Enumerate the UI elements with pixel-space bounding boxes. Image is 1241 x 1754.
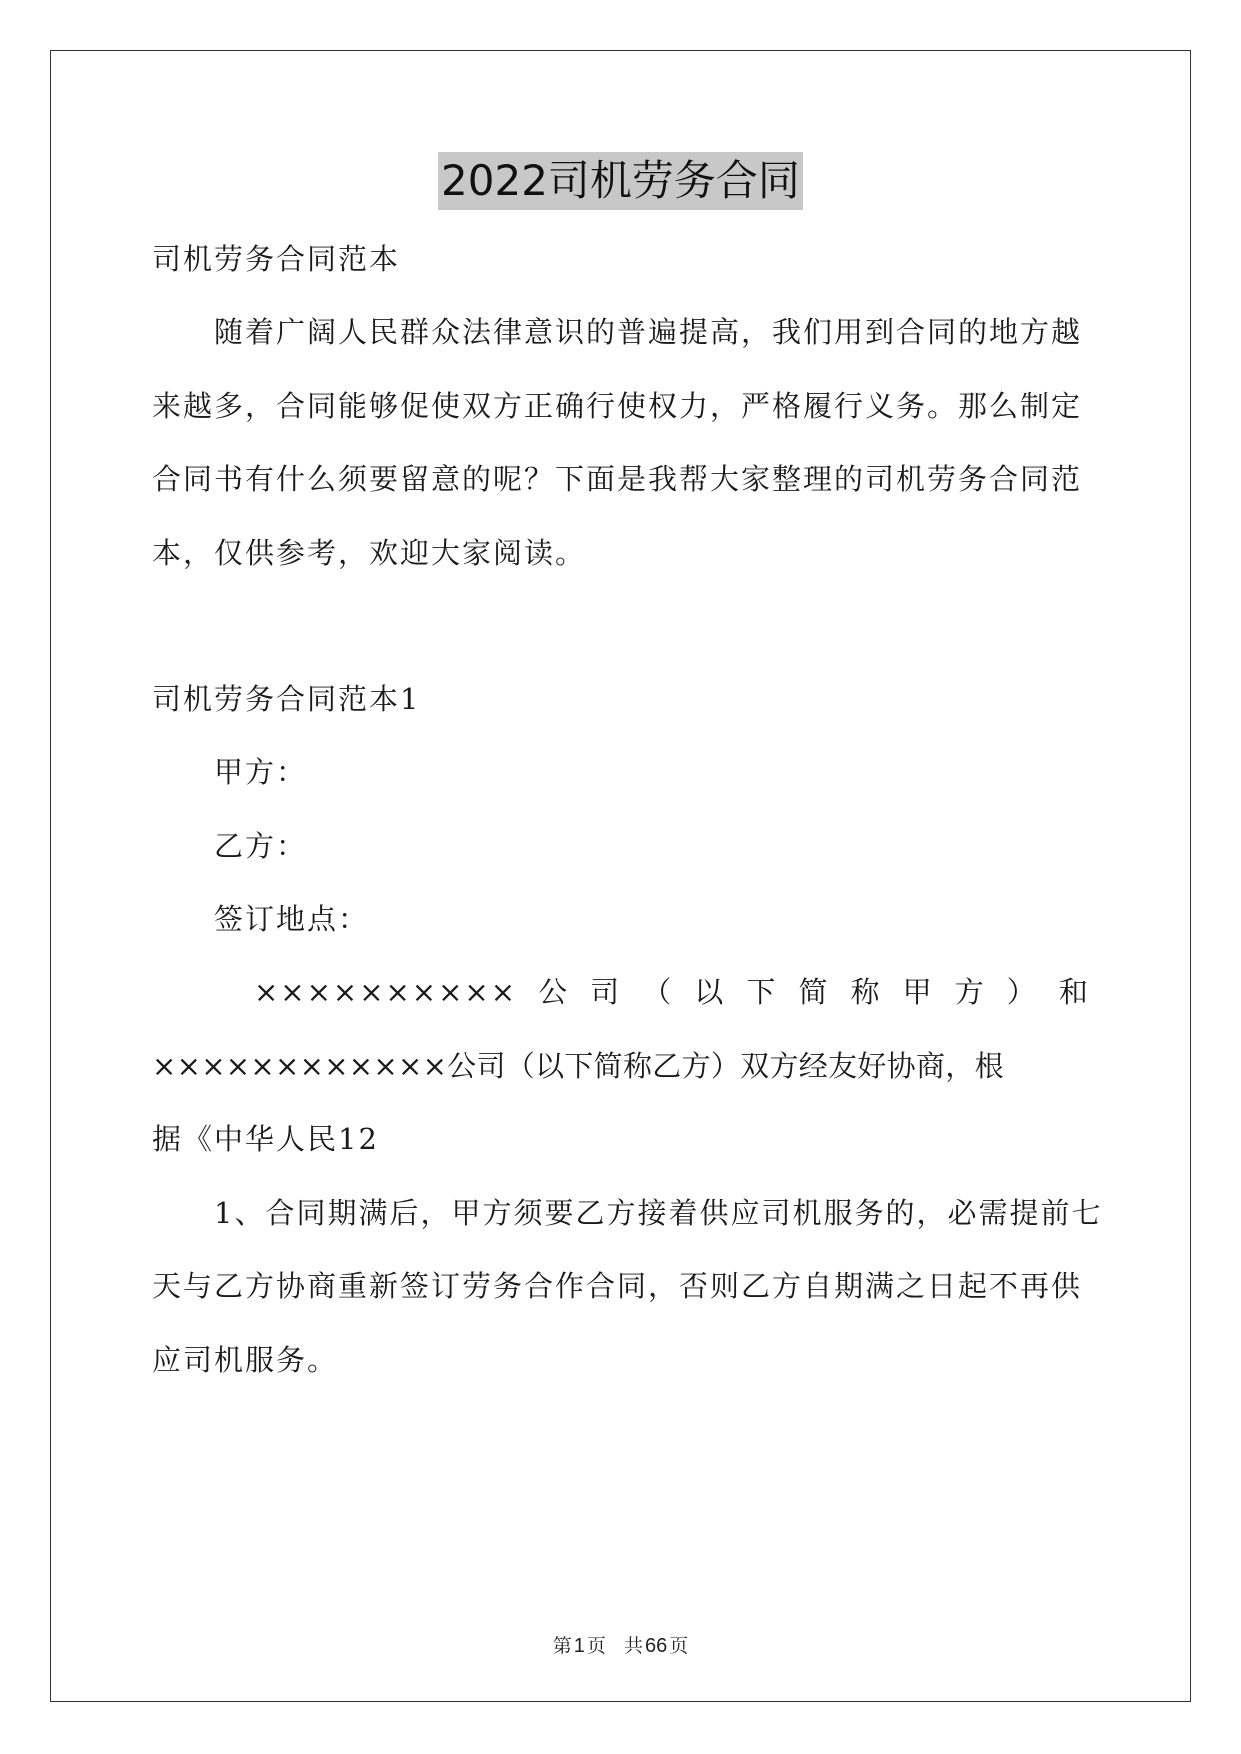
signing-place-line: 签订地点：: [152, 902, 370, 936]
paragraph-line: ××××××××××××公司（以下简称乙方）双方经友好协商，根: [152, 1049, 1004, 1083]
line-fragment: ××××××××××: [254, 975, 517, 1009]
page-border: [50, 50, 1191, 1702]
line-fragment: 称: [850, 975, 882, 1009]
paragraph-line: 据《中华人民12: [152, 1122, 379, 1156]
paragraph-line: 来越多，合同能够促使双方正确行使权力，严格履行义务。那么制定: [152, 389, 1083, 423]
title-wrap: [0, 152, 1241, 210]
party-b-line: 乙方：: [152, 829, 308, 863]
line-fragment: 甲: [902, 975, 934, 1009]
footer-total-unit: 页: [669, 1635, 689, 1657]
footer-page-prefix: 第: [552, 1635, 572, 1657]
party-a-line: 甲方：: [152, 755, 308, 789]
footer-total-prefix: 共: [623, 1635, 643, 1657]
line-fragment: 简: [798, 975, 830, 1009]
footer-page-number: 1: [573, 1635, 585, 1657]
line-fragment: 司: [590, 975, 622, 1009]
section-heading: 司机劳务合同范本1: [152, 682, 421, 716]
line-fragment: 公: [538, 975, 570, 1009]
line-fragment: 下: [746, 975, 778, 1009]
paragraph-line: 本，仅供参考，欢迎大家阅读。: [152, 536, 587, 570]
footer-page-unit: 页: [586, 1635, 606, 1657]
justified-party-line: [254, 972, 1090, 1012]
line-fragment: 方: [954, 975, 986, 1009]
document-title: 2022司机劳务合同: [438, 152, 803, 210]
paragraph-line: 合同书有什么须要留意的呢？下面是我帮大家整理的司机劳务合同范: [152, 462, 1083, 496]
subtitle-line: 司机劳务合同范本: [152, 242, 401, 276]
clause-line: 1、合同期满后，甲方须要乙方接着供应司机服务的，必需提前七: [152, 1196, 1103, 1230]
line-fragment: 以: [694, 975, 726, 1009]
line-fragment: 和: [1058, 975, 1090, 1009]
clause-line: 应司机服务。: [152, 1343, 339, 1377]
line-fragment: （: [642, 975, 674, 1009]
paragraph-line: 随着广阔人民群众法律意识的普遍提高，我们用到合同的地方越: [152, 315, 1083, 349]
footer-total-pages: 66: [644, 1635, 668, 1657]
page-footer: [0, 1634, 1241, 1658]
clause-line: 天与乙方协商重新签订劳务合作合同，否则乙方自期满之日起不再供: [152, 1269, 1083, 1303]
line-fragment: ）: [1006, 975, 1038, 1009]
